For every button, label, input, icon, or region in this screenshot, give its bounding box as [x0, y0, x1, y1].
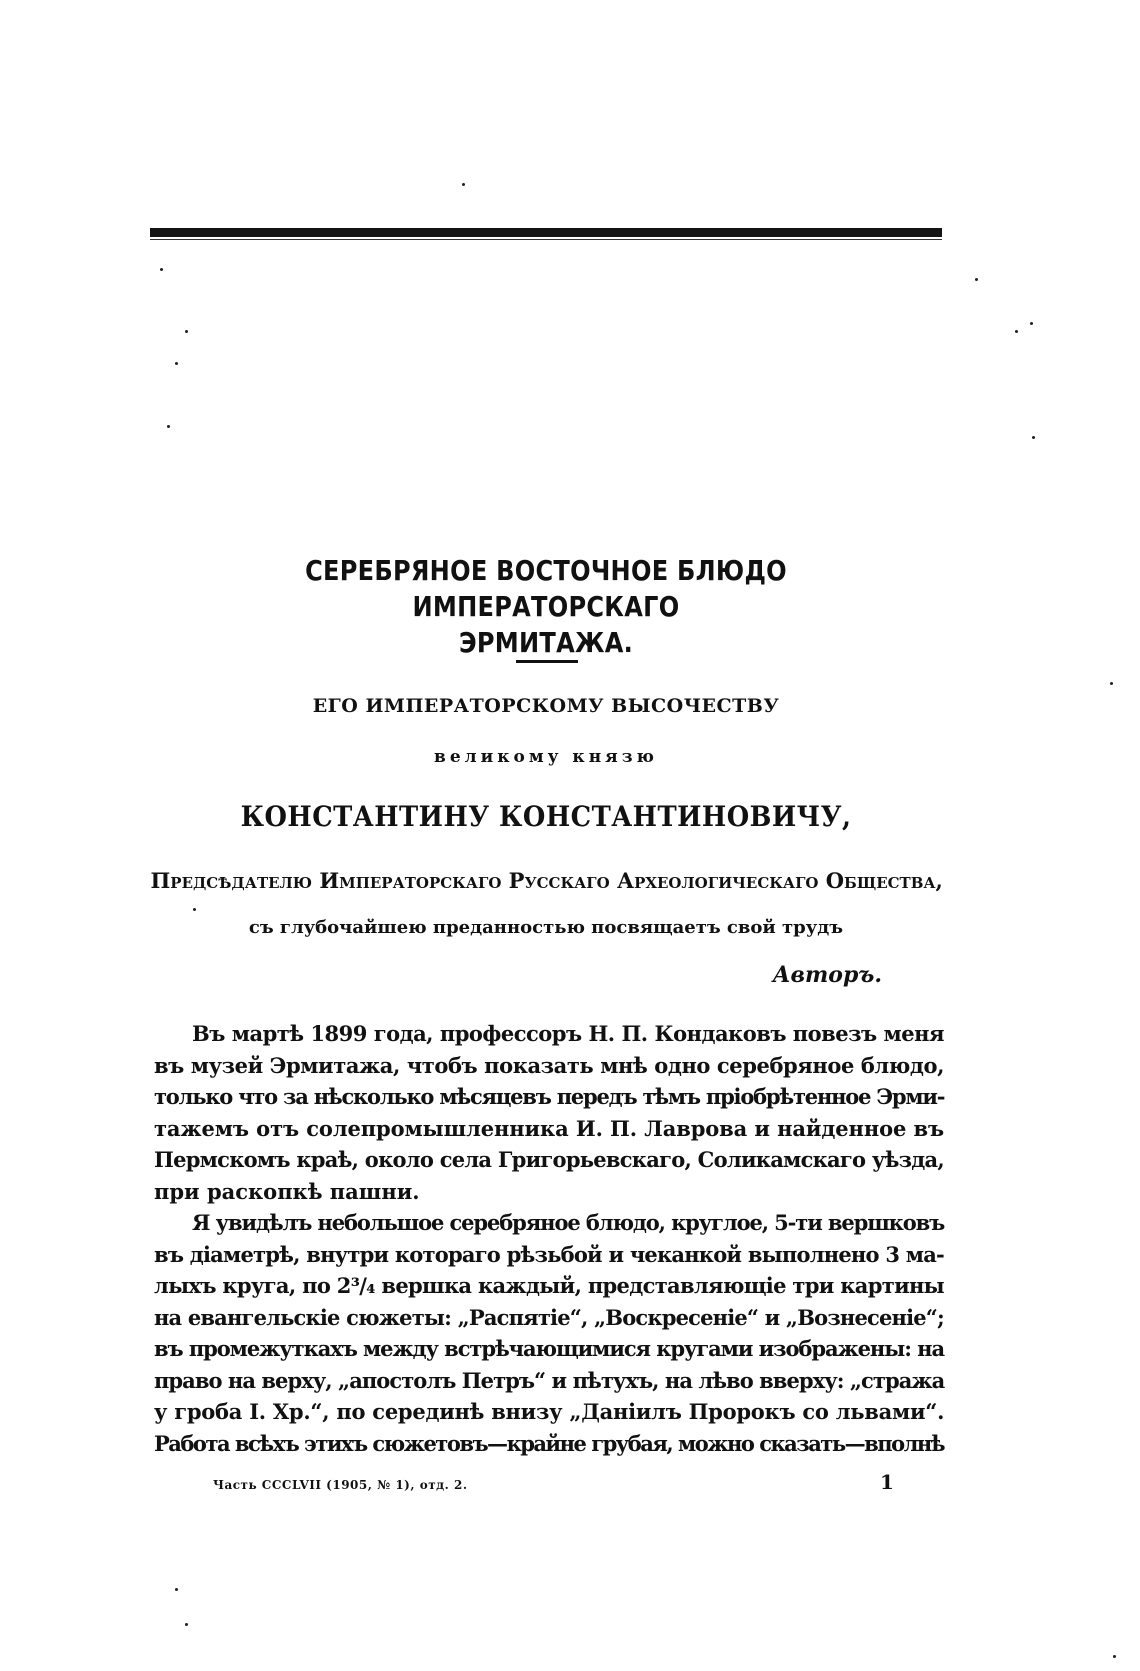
dedication-line-1: ЕГО ИМПЕРАТОРСКОМУ ВЫСОЧЕСТВУ [312, 695, 780, 717]
title-divider [516, 660, 578, 663]
body-line: лыхъ круга, по 2³/₄ вершка каждый, представляющіе три картины [154, 1273, 945, 1298]
body-text [154, 1018, 944, 1459]
page-number: 1 [880, 1470, 894, 1494]
body-line: Работа всѣхъ этихъ сюжетовъ—крайне грубая, можно сказать—вполнѣ [154, 1430, 945, 1456]
dedication-name: КОНСТАНТИНУ КОНСТАНТИНОВИЧУ, [240, 800, 852, 833]
body-line: при раскопкѣ пашни. [154, 1178, 420, 1204]
scan-speck [175, 1588, 178, 1591]
scan-speck [1030, 322, 1033, 325]
title-line-2: ЭРМИТАЖА. [458, 626, 634, 659]
dedication-line-4: Предсѣдателю Императорскаго Русскаго Археологическаго Общества, [150, 868, 943, 893]
scan-speck [1015, 330, 1018, 333]
scan-speck [185, 1623, 188, 1626]
scan-speck [160, 268, 163, 271]
footer-signature: Часть CCCLVII (1905, № 1), отд. 2. [213, 1478, 468, 1492]
author-signature: Авторъ. [772, 962, 882, 988]
scan-speck [167, 425, 170, 428]
body-line: только что за нѣсколько мѣсяцевъ передъ тѣмъ пріобрѣтенное Эрми- [154, 1084, 945, 1109]
body-line: Я увидѣлъ небольшое серебряное блюдо, круглое, 5-ти вершковъ [192, 1210, 945, 1235]
scan-speck [975, 278, 978, 281]
body-line: въ музей Эрмитажа, чтобъ показать мнѣ одно серебряное блюдо, [154, 1052, 944, 1078]
body-line: Пермскомъ краѣ, около села Григорьевскаго, Соликамскаго уѣзда, [154, 1147, 944, 1172]
scan-speck [1113, 1655, 1116, 1658]
scan-speck [185, 330, 188, 333]
scan-speck [175, 362, 178, 365]
article-title [205, 553, 886, 661]
scan-speck [193, 908, 196, 911]
body-line: на евангельскіе сюжеты: „Распятіе“, „Воскресеніе“ и „Вознесеніе“; [154, 1304, 944, 1330]
top-rule [150, 228, 942, 237]
body-line: въ діаметрѣ, внутри котораго рѣзьбой и чеканкой выполнено 3 ма- [154, 1241, 944, 1267]
body-line: тажемъ отъ солепромышленника И. П. Лаврова и найденное въ [154, 1115, 944, 1141]
body-line: право на верху, „апостолъ Петръ“ и пѣтухъ, на лѣво вверху: „стража [154, 1367, 945, 1393]
title-line-1: СЕРЕБРЯНОЕ ВОСТОЧНОЕ БЛЮДО ИМПЕРАТОРСКАГО [305, 554, 787, 623]
scan-speck [1032, 436, 1035, 439]
body-line: у гроба І. Хр.“, по серединѣ внизу „Даніилъ Пророкъ со львами“. [154, 1399, 945, 1424]
body-line: въ промежуткахъ между встрѣчающимися кругами изображены: на [154, 1336, 944, 1361]
dedication-line-5: съ глубочайшею преданностью посвящаетъ свой трудъ [248, 917, 844, 938]
dedication-line-2: великому князю [434, 747, 658, 767]
scan-speck [1110, 682, 1113, 685]
scan-speck [462, 183, 465, 186]
body-line: Въ мартѣ 1899 года, профессоръ Н. П. Кондаковъ повезъ меня [192, 1021, 944, 1046]
